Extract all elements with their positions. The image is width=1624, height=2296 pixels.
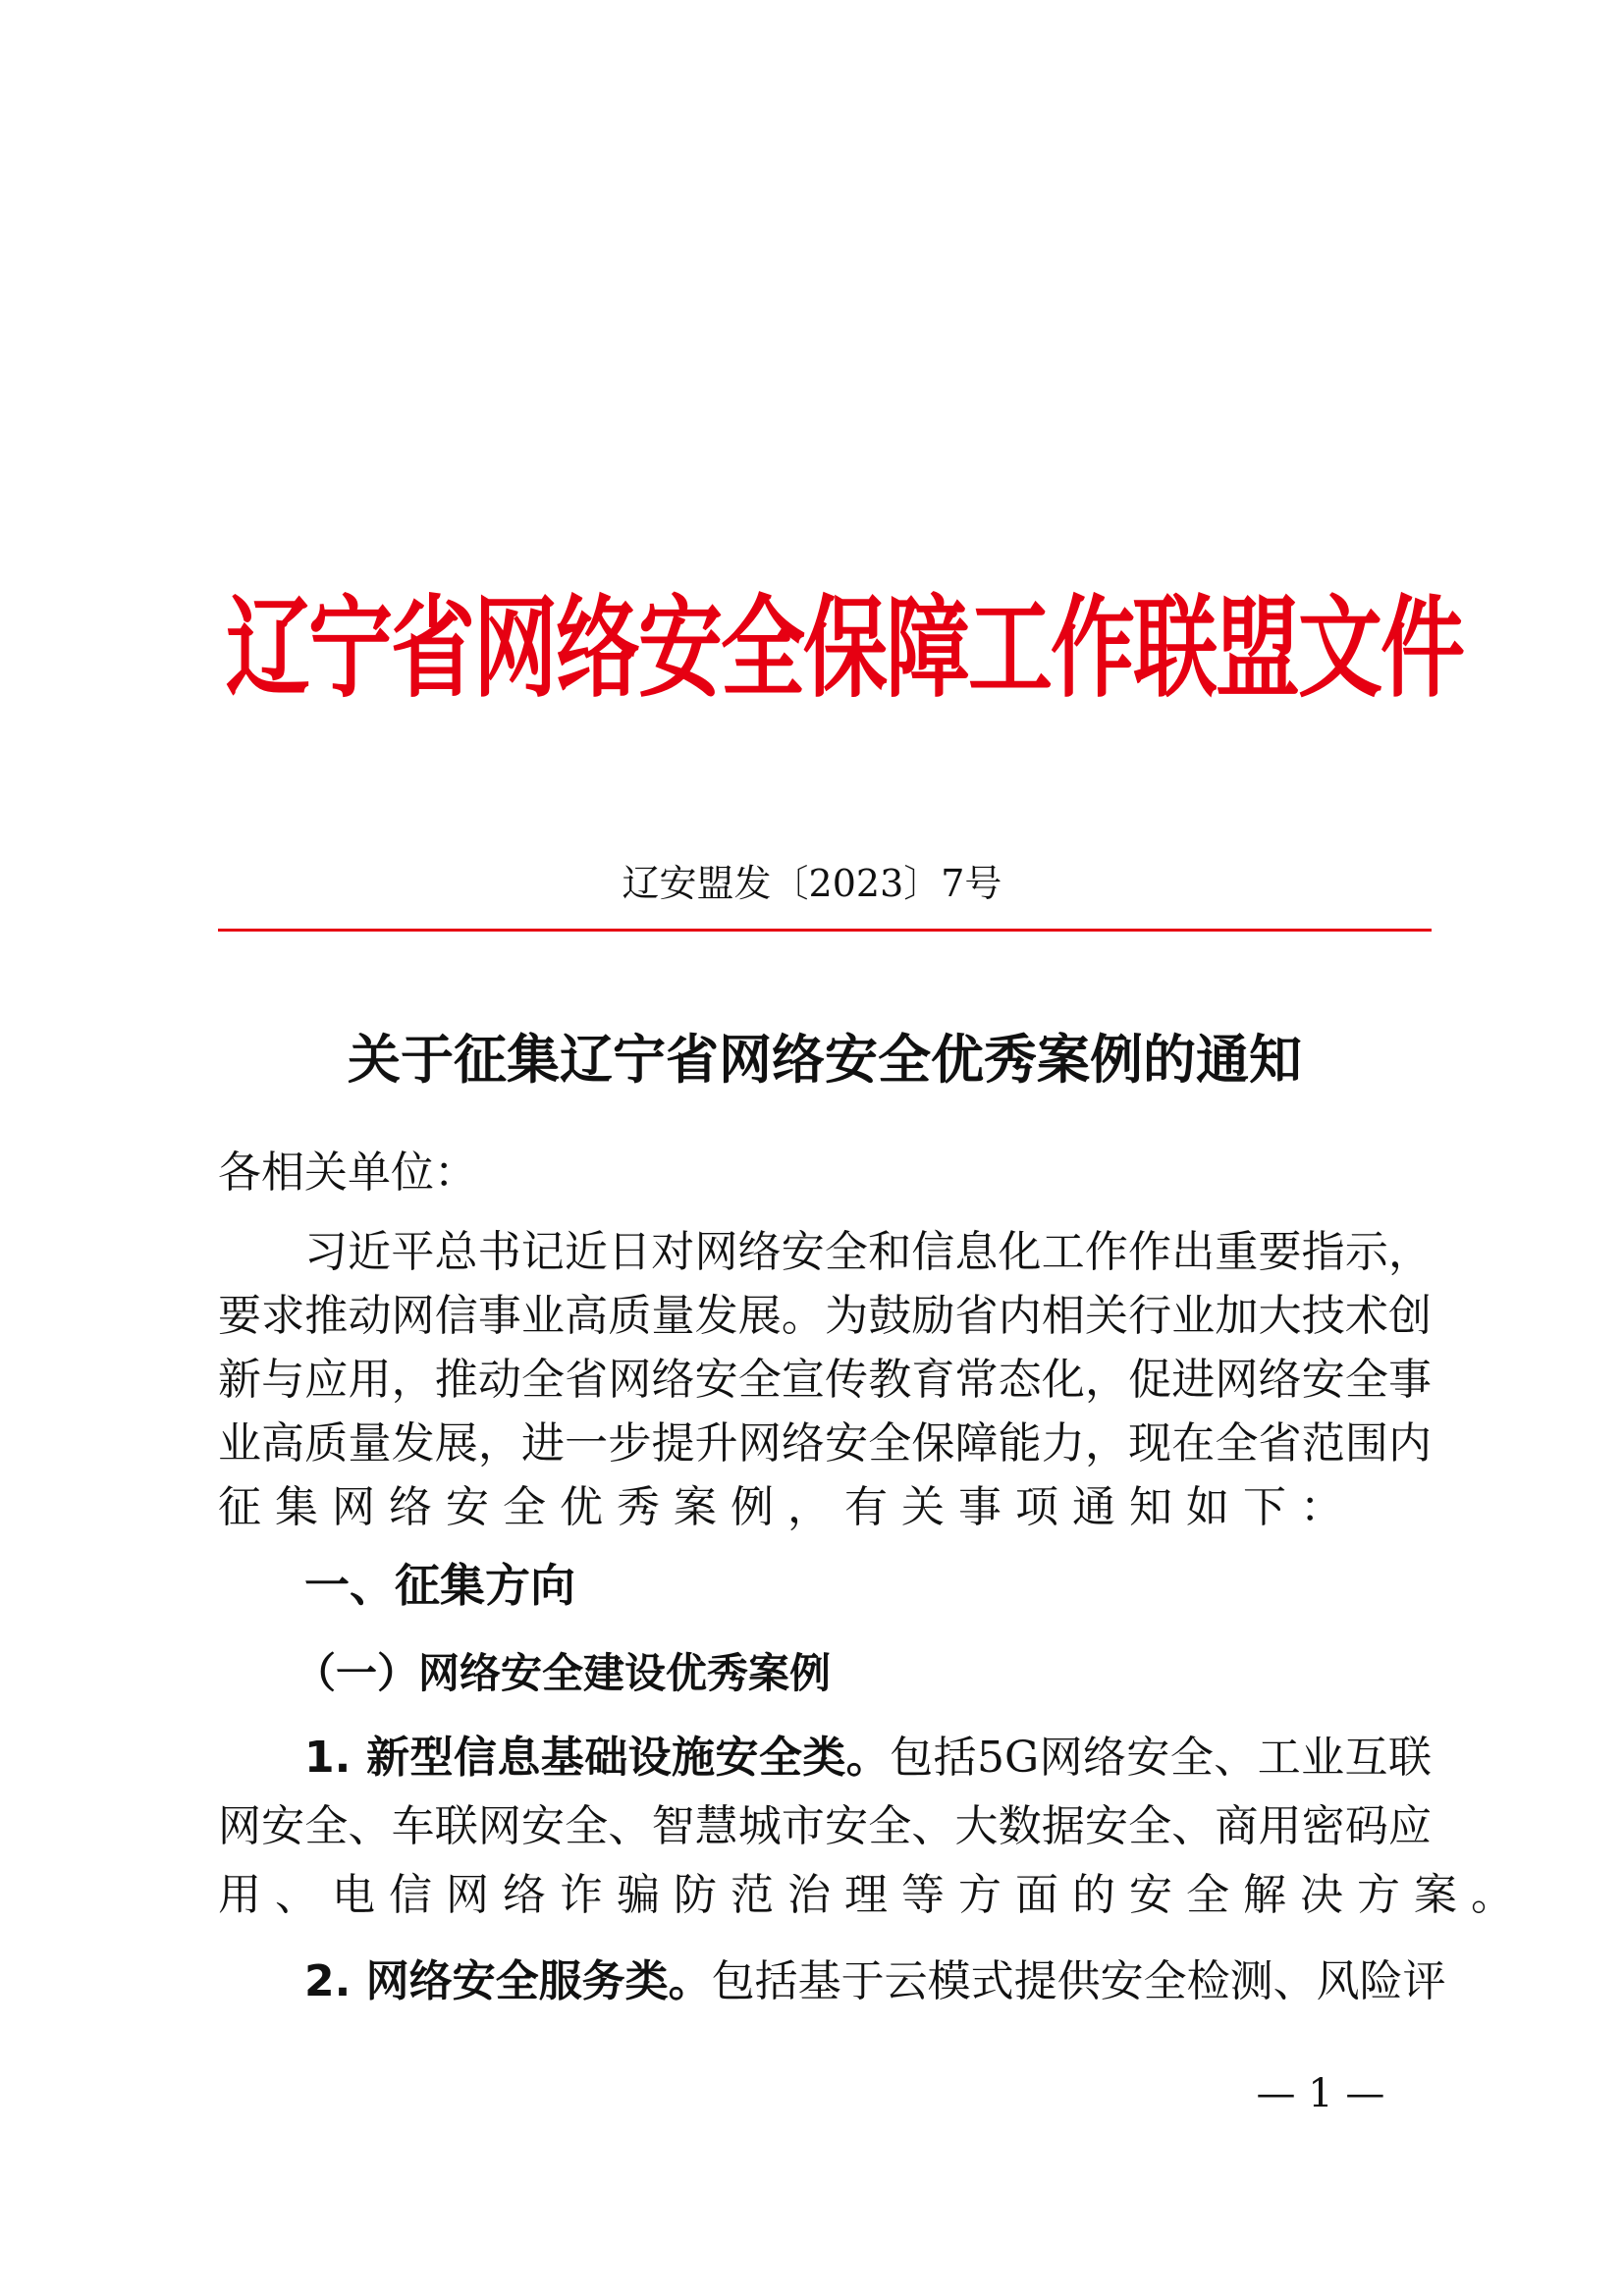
intro-line: 习近平总书记近日对网络安全和信息化工作作出重要指示， [304,1227,1432,1277]
item-1-line: 用、电信网络诈骗防范治理等方面的安全解决方案。 [218,1870,1528,1920]
salutation: 各相关单位： [218,1148,477,1198]
section-heading: 一、征集方向 [304,1559,575,1612]
item-2-text: 包括基于云模式提供安全检测、风险评 [711,1956,1446,2006]
notice-title: 关于征集辽宁省网络安全优秀案例的通知 [348,1029,1302,1091]
item-2-label: 2. 网络安全服务类。 [304,1956,712,2006]
intro-line: 要求推动网信事业高质量发展。为鼓励省内相关行业加大技术创 [218,1291,1432,1341]
red-divider [218,929,1432,932]
item-2-line [304,1952,1446,2011]
intro-line: 新与应用，推动全省网络安全宣传教育常态化，促进网络安全事 [218,1355,1432,1405]
intro-line: 业高质量发展，进一步提升网络安全保障能力，现在全省范围内 [218,1418,1432,1468]
item-1-text: 包括5G网络安全、工业互联 [890,1733,1432,1783]
intro-line: 征集网络安全优秀案例，有关事项通知如下： [218,1482,1357,1532]
document-number: 辽安盟发〔2023〕7号 [622,862,1002,905]
item-1-line [304,1729,1432,1788]
issuer-title: 辽宁省网络安全保障工作联盟文件 [226,585,1463,714]
item-1-label: 1. 新型信息基础设施安全类。 [304,1733,891,1783]
page-number: — 1 — [1256,2071,1385,2116]
subsection-heading: （一）网络安全建设优秀案例 [295,1649,832,1697]
item-1-line: 网安全、车联网安全、智慧城市安全、大数据安全、商用密码应 [218,1801,1432,1851]
